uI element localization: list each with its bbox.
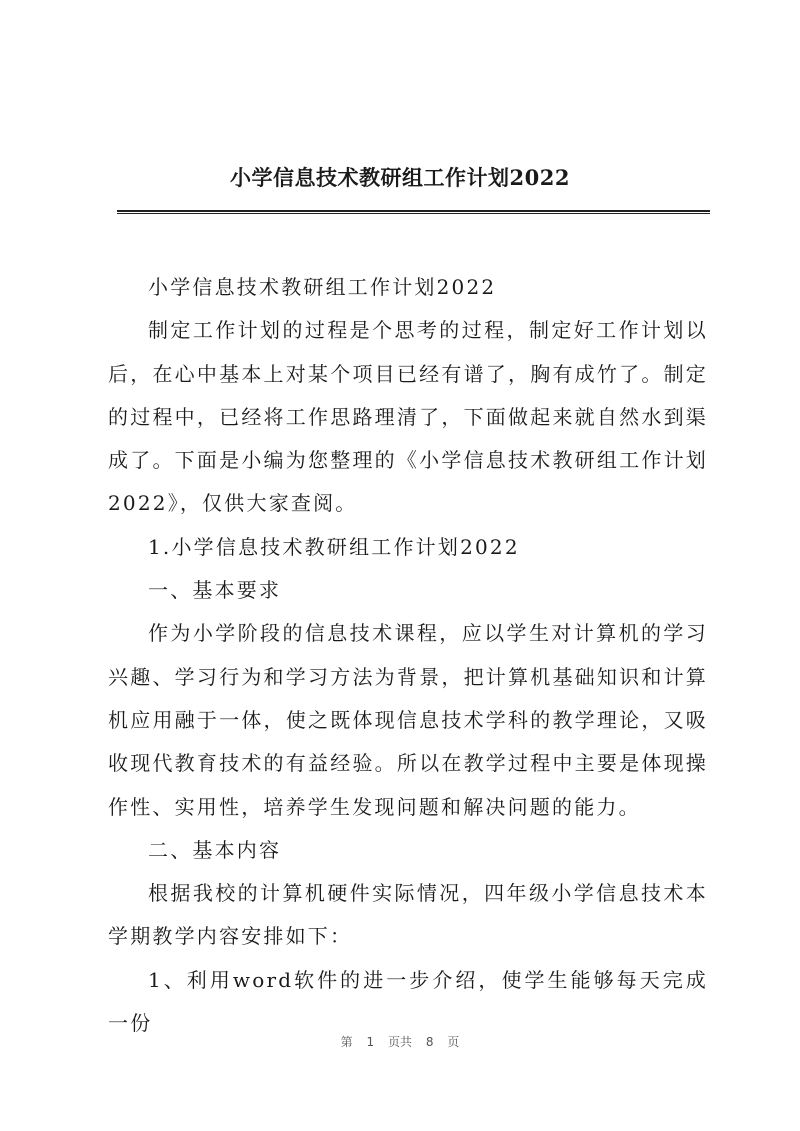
footer-page-number: 1 (366, 1035, 375, 1049)
paragraph-basic-requirements: 作为小学阶段的信息技术课程，应以学生对计算机的学习兴趣、学习行为和学习方法为背景，把计算机基础知识和计算机应用融于一体，使之既体现信息技术学科的教学理论，又吸收现代教育技术的有益经验。所以在教学过程中主要是体现操作性、实用性，培养学生发现问题和解决问题的能力。 (108, 621, 708, 819)
footer-suffix: 页 (447, 1035, 460, 1049)
paragraph-intro: 制定工作计划的过程是个思考的过程，制定好工作计划以后，在心中基本上对某个项目已经有谱了，胸有成竹了。制定的过程中，已经将工作思路理清了，下面做起来就自然水到渠成了。下面是小编为您整理的《小学信息技术教研组工作计划2022》，仅供大家查阅。 (108, 318, 708, 516)
footer-prefix: 第 (340, 1035, 353, 1049)
paragraph-basic-content-heading: 二、基本内容 (148, 837, 282, 862)
document-title: 小学信息技术教研组工作计划2022 (230, 165, 570, 190)
title-divider (117, 210, 710, 214)
paragraph-basic-requirements-heading: 一、基本要求 (148, 578, 282, 603)
paragraph-heading: 小学信息技术教研组工作计划2022 (148, 275, 497, 299)
page-footer (0, 1033, 800, 1050)
paragraph-basic-content: 根据我校的计算机硬件实际情况，四年级小学信息技术本学期教学内容安排如下： (108, 881, 708, 949)
paragraph-item-1: 1、利用word软件的进一步介绍，使学生能够每天完成一份 (108, 967, 708, 1036)
document-body (108, 266, 708, 1045)
footer-total-pages: 8 (425, 1035, 434, 1049)
footer-middle: 页共 (387, 1035, 412, 1049)
paragraph-section-1: 1.小学信息技术教研组工作计划2022 (148, 534, 520, 559)
